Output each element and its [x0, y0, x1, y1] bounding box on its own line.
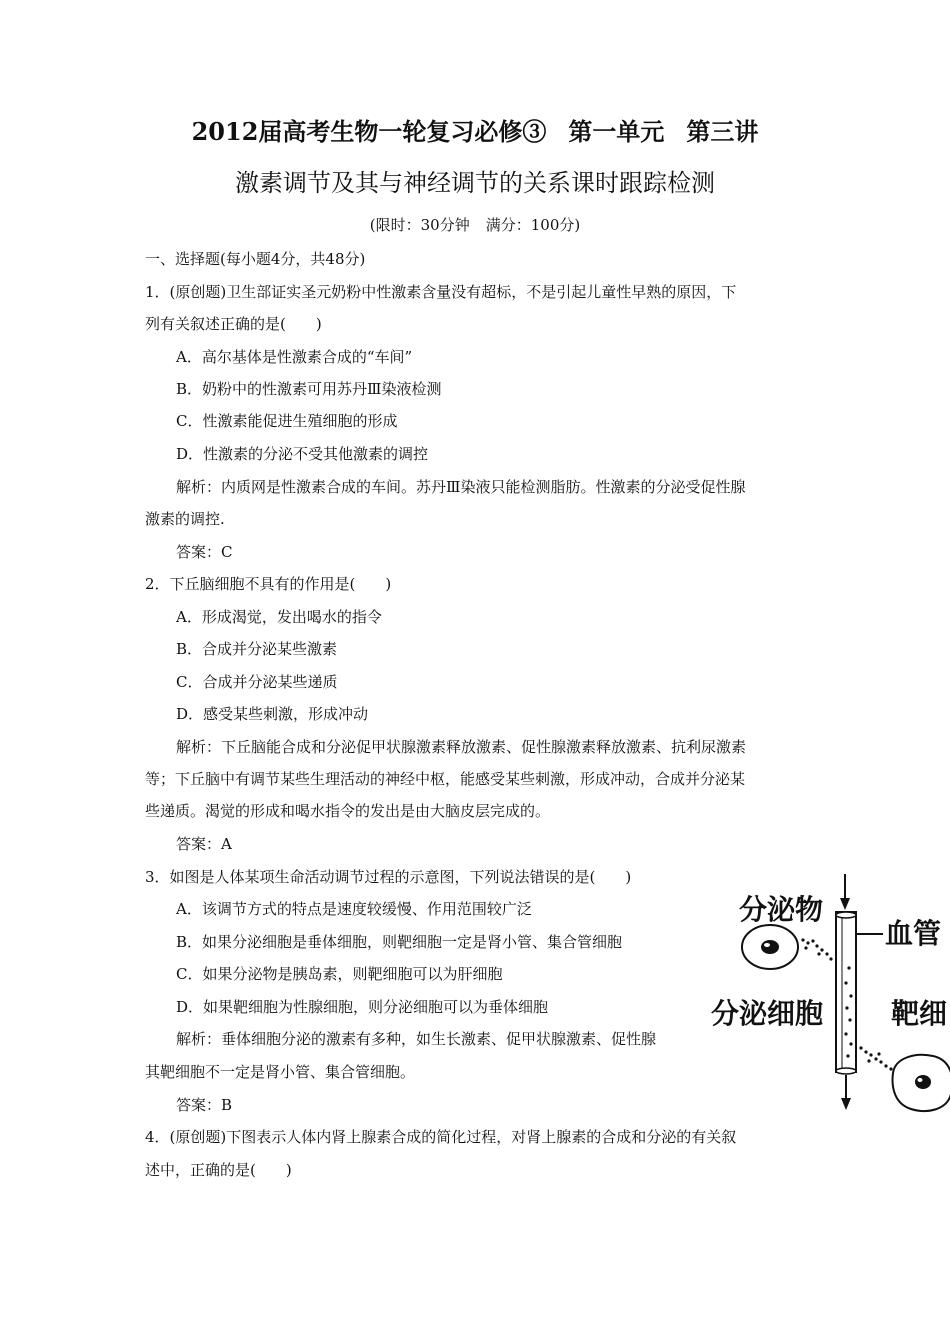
q3-option-d: D．如果靶细胞为性腺细胞，则分泌细胞可以为垂体细胞	[176, 998, 549, 1016]
q1-option-d: D．性激素的分泌不受其他激素的调控	[176, 445, 429, 463]
q2-stem: 2．下丘脑细胞不具有的作用是( )	[145, 575, 392, 593]
title-part-3: 第三讲	[686, 117, 759, 146]
q4-stem-line-2: 述中，正确的是( )	[145, 1161, 292, 1179]
q2-option-c: C．合成并分泌某些递质	[176, 673, 338, 691]
q1-stem-line-1: 1．(原创题)卫生部证实圣元奶粉中性激素含量没有超标，不是引起儿童性早熟的原因，下	[145, 283, 737, 301]
vessel-bottom-opening	[836, 1068, 856, 1074]
hormone-regulation-diagram	[705, 868, 950, 1118]
q1-stem-line-2: 列有关叙述正确的是( )	[145, 315, 322, 333]
q1-answer: 答案：C	[176, 543, 233, 561]
q1-analysis-line-2: 激素的调控.	[145, 510, 225, 528]
q3-option-a: A．该调节方式的特点是速度较缓慢、作用范围较广泛	[176, 900, 532, 918]
target-nucleus-highlight	[918, 1078, 923, 1082]
document-title	[0, 117, 950, 147]
q1-option-c: C．性激素能促进生殖细胞的形成	[176, 412, 398, 430]
q2-analysis-line-3: 些递质。渴觉的形成和喝水指令的发出是由大脑皮层完成的。	[145, 802, 551, 820]
q2-option-d: D．感受某些刺激，形成冲动	[176, 705, 369, 723]
q1-option-b: B．奶粉中的性激素可用苏丹Ⅲ染液检测	[176, 380, 442, 398]
secretion-label: 分泌物	[739, 893, 824, 926]
q1-analysis-line-1: 解析：内质网是性激素合成的车间。苏丹Ⅲ染液只能检测脂肪。性激素的分泌受促性腺	[176, 478, 746, 496]
section-heading: 一、选择题(每小题4分，共48分)	[145, 250, 366, 268]
target-cell-label: 靶细	[891, 997, 948, 1030]
vessel-top-opening	[836, 912, 856, 918]
time-limit	[0, 214, 950, 236]
q4-stem-line-1: 4．(原创题)下图表示人体内肾上腺素合成的简化过程，对肾上腺素的合成和分泌的有关叙	[145, 1128, 737, 1146]
inflow-arrowhead	[840, 898, 850, 910]
q2-analysis-line-2: 等；下丘脑中有调节某些生理活动的神经中枢，能感受某些刺激，形成冲动，合成并分泌某	[145, 770, 746, 788]
secreting-cell-label: 分泌细胞	[711, 997, 824, 1030]
target-cell-nucleus	[915, 1075, 931, 1089]
time-limit-text: (限时：30分钟	[369, 216, 470, 234]
q3-option-c: C．如果分泌物是胰岛素，则靶细胞可以为肝细胞	[176, 965, 503, 983]
blood-vessel	[836, 912, 856, 1072]
q2-option-b: B．合成并分泌某些激素	[176, 640, 338, 658]
q3-analysis-line-1: 解析：垂体细胞分泌的激素有多种，如生长激素、促甲状腺激素、促性腺	[176, 1030, 657, 1048]
full-score-text: 满分：100分)	[485, 216, 581, 234]
vessel-label: 血管	[885, 917, 942, 950]
title-part-1: 2012届高考生物一轮复习必修③	[191, 117, 547, 146]
q2-analysis-line-1: 解析：下丘脑能合成和分泌促甲状腺激素释放激素、促性腺激素释放激素、抗利尿激素	[176, 738, 747, 756]
q3-stem: 3．如图是人体某项生命活动调节过程的示意图，下列说法错误的是( )	[145, 868, 632, 886]
q3-option-b: B．如果分泌细胞是垂体细胞，则靶细胞一定是肾小管、集合管细胞	[176, 933, 623, 951]
q2-answer: 答案：A	[176, 835, 232, 853]
nucleus-highlight	[764, 943, 770, 947]
outflow-arrowhead	[841, 1098, 851, 1110]
q1-option-a: A．高尔基体是性激素合成的“车间”	[176, 348, 413, 366]
title-part-2: 第一单元	[568, 117, 665, 146]
q3-answer: 答案：B	[176, 1096, 233, 1114]
q3-analysis-line-2: 其靶细胞不一定是肾小管、集合管细胞。	[145, 1063, 416, 1081]
q2-option-a: A．形成渴觉，发出喝水的指令	[176, 608, 382, 626]
document-subtitle: 激素调节及其与神经调节的关系课时跟踪检测	[235, 169, 715, 197]
secreting-cell-nucleus	[761, 940, 779, 954]
